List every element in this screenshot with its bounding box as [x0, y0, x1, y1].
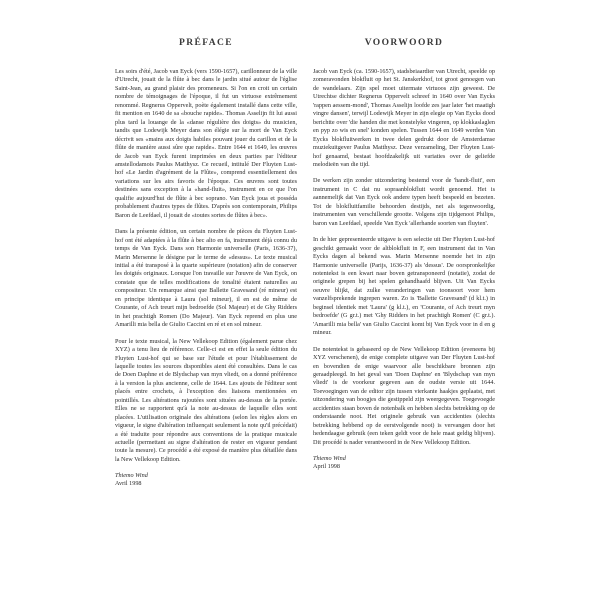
french-column: [115, 38, 297, 488]
signature-date: Avril 1998: [115, 480, 142, 488]
french-paragraph: Dans la présente édition, un certain nombre de pièces du Fluyten Lust-hof ont été adaptées à la flûte à bec alto en fa, instrument déjà connu du temps de Van Eyck. Dans son Harmonie universelle (Paris, 1636-37), Marin Mersenne le désigne par le terme de «dessus». Le texte musical initial a été transposé à la quarte supérieure (notation) afin de conserver les doigtés originaux. Lorsque l'on travaille sur l'œuvre de Van Eyck, on constate que de telles modifications de tonalité étaient naturelles au compositeur. Un remarque ainsi que Ballette Gravesand (ré mineur) est en principe identique à Laura (sol mineur), il en est de même de Courante, of Ach treurt mijn bedroefde (Sol Majeur) et de Ghy Ridders in het prachtigh Romen (Do Majeur). Van Eyck reprend en plus une Amarilli mia bella de Giulio Caccini en ré et en sol mineur.: [115, 228, 297, 329]
dutch-column: [313, 38, 495, 471]
author-name: Thiemo Wind: [115, 472, 148, 480]
french-paragraph: Les soirs d'été, Jacob van Eyck (vers 1590-1657), carillonneur de la ville d'Utrecht, jouait de la flûte à bec dans le jardin situé autour de l'église Saint-Jean, au grand plaisir des promeneurs. Si l'on en croit un certain nombre de témoignages de l'époque, il fut un virtuose extrêmement renommé. Regnerus Oppervelt, poète également installé dans cette ville, fit mention en 1640 de sa «bouche rapide». Thomas Asselijn fit lui aussi plus tard la louange de la «danse régulière des doigts» du musicien, tandis que Lodewijk Meyer dans son élégie sur la mort de Van Eyck décrivit ses «mains aux doigts habiles pouvant jouer du carillon et de la flûte de manière aussi sûre que rapide». Entre 1644 et 1649, les œuvres de Jacob van Eyck furent imprimées en deux parties par l'éditeur amstellodamois Paulus Matthysz. Ce recueil, intitulé Der Fluyten Lust-hof «Le Jardin d'agrément de la Flûte», comprend essentiellement des variations sur les airs favoris de l'époque. Ces œuvres sont toutes destinées sans exception à la «hand-fluit», instrument en ce que l'on qualifie aujourd'hui de flûte à bec soprano. Van Eyck joua et posséda probablement d'autres types de flûtes. D'après son contemporain, Philips Baron de Leefdael, il jouait de «toutes sortes de flûtes à bec».: [115, 68, 297, 219]
dutch-paragraph: In de hier gepresenteerde uitgave is een selectie uit Der Fluyten Lust-hof geschikt gemaakt voor de altblokfluit in F, een instrument dat in Van Eycks dagen al bekend was. Marin Mersenne noemde het in zijn Harmonie universelle (Parijs, 1636-37) als 'dessus'. De oorspronkelijke notentekst is een kwart naar boven getransponeerd (notatie), zodat de originele grepen bij het spelen gehandhaafd blijven. Uit Van Eycks oeuvre blijkt, dat zulke veranderingen van toonsoort voor hem vanzelfsprekende ingrepen waren. Zo is 'Ballette Gravesand' (d kl.t.) in beginsel identiek met 'Laura' (g kl.t.), en 'Courante, of Ach treurt myn bedroefde' (G gr.t.) met 'Ghy Ridders in het prachtigh Romen' (C gr.t.). 'Amarilli mia bella' van Giulio Caccini komt bij Van Eyck voor in d en g mineur.: [313, 236, 495, 337]
dutch-paragraph: De werken zijn zonder uitzondering bestemd voor de 'handt-fluit', een instrument in C dat nu sopraanblokfluit wordt genoemd. Het is aannemelijk dat Van Eyck ook andere typen heeft bespeeld en bezeten. Tot de blokfluitfamilie behoorden destijds, net als tegenwoordig, instrumenten van verschillende grootte. Volgens zijn tijdgenoot Philips, baron van Leefdael, speelde Van Eyck 'allerhande soorten van fluyten'.: [313, 177, 495, 227]
author-name: Thiemo Wind: [313, 455, 346, 463]
signature-date: April 1998: [313, 462, 340, 470]
dutch-paragraph: Jacob van Eyck (ca. 1590-1657), stadsbeiaardier van Utrecht, speelde op zomeravonden blokfluit op het St. Janskerkhof, tot groot genoegen van de wandelaars. Zijn spel moet uitermate virtuoos zijn geweest. De Utrechtse dichter Regnerus Oppervelt schreef in 1640 over Van Eycks 'rappen aessem-mond', Thomas Asselijn loofde zes jaar later 'het maatigh vingre dansen', terwijl Lodewijk Meyer in zijn elegie op Van Eycks dood berichtte over 'die handen die met konstelyke vingeren, op klokkaslaglen en pyp zo wis en snel' konden spelen. Tussen 1644 en 1649 werden Van Eycks blokfluitwerken in twee delen gedrukt door de Amsterdamse muziekuitgever Paulus Matthysz. Deze verzameling, Der Fluyten Lust-hof genaamd, bestaat hoofdzakelijk uit variaties over de geliefde melodieën van die tijd.: [313, 68, 495, 168]
french-heading: PRÉFACE: [179, 38, 233, 48]
dutch-heading: VOORWOORD: [364, 38, 444, 48]
dutch-paragraph: De notentekst is gebaseerd op de New Vellekoop Edition (eveneens bij XYZ verschenen), de enige complete uitgave van Der Fluyten Lust-hof en bovendien de enige waarvoor alle beschikbare bronnen zijn geraadpleegd. In het geval van 'Doen Daphne' en 'Blydschap van myn vliedt' is de voorkeur gegeven aan de oudste versie uit 1644. Toevoegingen van de editor zijn tussen vierkante haakjes geplaatst, met uitzondering van boogjes die gestippeld zijn weergegeven. Toegevoegde accidenties staan boven de notenbalk en hebben slechts betrekking op de onderstaande noot. Het originele gebruik van accidenties (slechts betrekking hebbend op de eerstvolgende noot) is vervangen door het hedendaagse gebruik (een teken geldt voor de hele maat geldig blijven). Dit procédé is nader verantwoord in de New Vellekoop Edition.: [313, 345, 495, 446]
french-paragraph: Pour le texte musical, la New Vellekoop Edition (également parue chez XYZ) a tenu lieu de référence. Celle-ci est en effet la seule édition du Fluyten Lust-hof qui se base sur l'étude et pour l'établissement de laquelle toutes les sources disponibles aient été consultées. Dans le cas de Doen Daphne et de Blydschap van myn vliedt, on a donné préférence à la version la plus ancienne, celle de 1644. Les ajouts de l'éditeur sont placés entre crochets, à l'exception des liaisons mentionnées en pointillés. Les altérations rajoutées sont situées au-dessus de la portée. Elles ne se rapportent qu'à la note au-dessus de laquelle elles sont placées. L'utilisation originale des altérations (selon les règles alors en vigueur, le signe d'altération influençait seulement la note qu'il précédait) a été traduite pour répondre aux conventions de la pratique musicale actuelle (permettant au signe d'altération de rester en vigueur pendant toute la mesure). Ce procédé a été exposé de manière plus détaillée dans la New Vellekoop Edition.: [115, 337, 297, 463]
french-signature: [115, 472, 297, 488]
dutch-signature: [313, 455, 495, 471]
